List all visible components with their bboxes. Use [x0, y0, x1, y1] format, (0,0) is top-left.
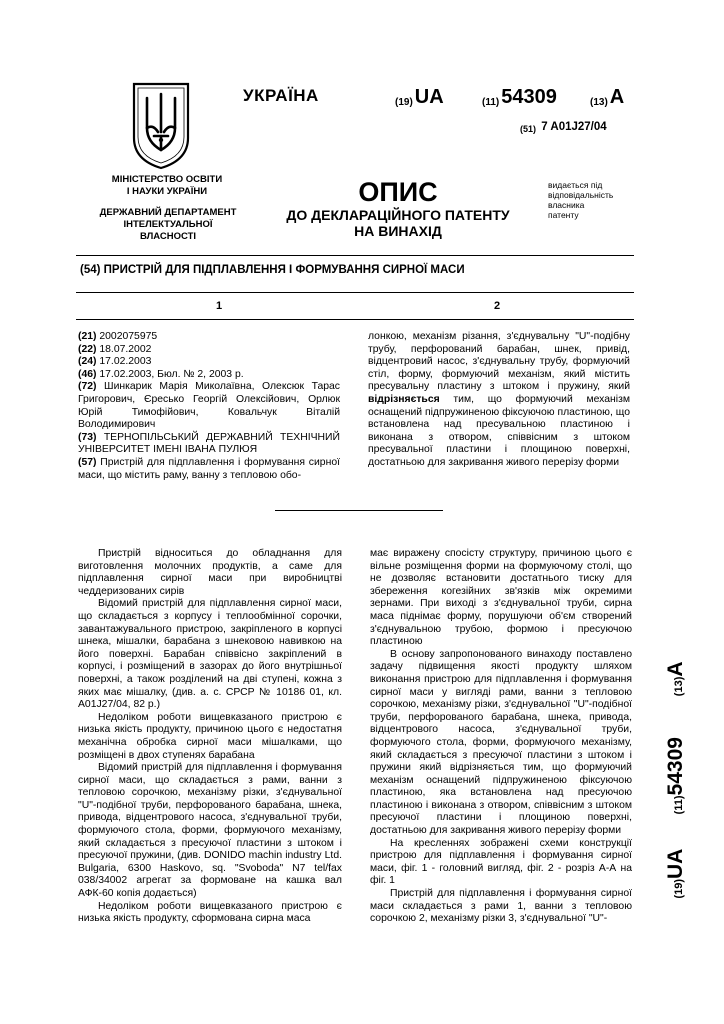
- biblio-row: (24) 17.02.2003: [78, 356, 152, 368]
- paragraph: Пристрій відноситься до обладнання для виготовлення молочних продуктів, а саме для підплавлення сирної маси при виробництві чеддеризованих сирів: [78, 548, 342, 597]
- bibliographic-data: [78, 331, 340, 482]
- divider-under-column-numbers: [76, 319, 634, 320]
- invention-title: (54) ПРИСТРІЙ ДЛЯ ПІДПЛАВЛЕННЯ І ФОРМУВАННЯ СИРНОЇ МАСИ: [80, 264, 465, 276]
- paragraph: На кресленнях зображені схеми конструкції пристрою для підплавлення і формування сирної маси, фіг. 1 - головний вигляд, фіг. 2 - розріз А-А на фіг. 1: [370, 837, 632, 887]
- claim-continuation: лонкою, механізм різання, з'єднувальну "U"-подібну трубу, перфорований барабан, шнек, привід, відцентровий насос, з'єднувальну трубу, формуючий стіл, форму, формуючий механізм, який містить пресувальну пластину з штоком і пружину, який відрізняється тим, що формуючий механізм оснащений підпружиненою фіксуючою пластиною, що встановлена над пресувальною пластиною і виконана з отвором, співвісним з штоком пресувальної пластини і площиною поверхні, достатньою для закривання живого перерізу форми: [368, 331, 630, 468]
- divider-top: [76, 255, 634, 256]
- column-number-2: 2: [494, 300, 501, 312]
- document-title: ОПИС ДО ДЕКЛАРАЦІЙНОГО ПАТЕНТУ НА ВИНАХІД: [286, 177, 510, 239]
- department-name: ДЕРЖАВНИЙ ДЕПАРТАМЕНТ ІНТЕЛЕКТУАЛЬНОЇ ВЛАСНОСТІ: [99, 207, 237, 242]
- paragraph: Відомий пристрій для підплавлення і формування сирної маси, що складається з рами, ванни з тепловою сорочкою, механізму різки, з'єднувальної "U"-подібної труби, перфорованого барабана, шнека, привода, відцентрового насоса, з'єднувальної труби, формуючого стола, форми, формуючого механізму, який складається з пресуючої пластини з штоком і пресуючої пружини, (див. DONIDO machin industry Ltd. Bulgaria, 6300 Haskovo, sq. "Svoboda" N7 tel/fax 038/34002 агрегат за формоване на кашка вал АФК-60 копія додається): [78, 762, 342, 900]
- vertical-patent-number: (19)UA (11)54309 (13)A: [664, 661, 687, 899]
- ministry-name: МІНІСТЕРСТВО ОСВІТИ І НАУКИ УКРАЇНИ: [111, 174, 223, 197]
- biblio-row: (46) 17.02.2003, Бюл. № 2, 2003 р.: [78, 368, 244, 380]
- patent-number: (11) 54309: [482, 86, 557, 108]
- paragraph: Недоліком роботи вищевказаного пристрою є низька якість продукту, причиною цього є недостатня механічна обробка сирної маси мішалками, що розміщені в двох ступенях барабана: [78, 711, 342, 761]
- country-code: (19) UA: [395, 86, 444, 108]
- paragraph: Пристрій для підплавлення і формування сирної маси складається з рами 1, ванни з тепловою сорочкою 2, механізму різки 3, з'єднувальної "U"-: [370, 888, 632, 925]
- description-column-right: [370, 548, 632, 926]
- claim-emphasis: відрізняється: [368, 393, 440, 405]
- coat-of-arms-icon: [130, 80, 192, 170]
- issuance-note: видається під відповідальність власника патенту: [548, 180, 614, 220]
- biblio-owner: (73) ТЕРНОПІЛЬСЬКИЙ ДЕРЖАВНИЙ ТЕХНІЧНИЙ УНІВЕРСИТЕТ ІМЕНІ ІВАНА ПУЛЮЯ: [78, 431, 340, 456]
- paragraph: має виражену спосісту структуру, причиною цього є вільне розміщення форми на формуючому столі, що не дозволяє встановити достатнього тиску для збереження когезійних зв'язків між окремими зернами. При виході з з'єднувальної труби, сирна маса піднімає форму, порушуючи об'єм створений з'єднувальною трубою, формою і пресуючою пластиною: [370, 548, 632, 648]
- paragraph: Відомий пристрій для підплавлення сирної маси, що складається з корпусу і теплообмінної сорочки, завантажувального пристрою, закріпленого в корпусі шнека, мішалки, барабана з шнековою навивкою на його поверхні. Барабан співвісно закріплений в корпусі, і розміщений в зазорах до його внутрішньої поверхні, а також розділений на дві ступені, кожна з яких має мішалку, (див. а. с. СРСР № 10186 01, кл. А01J27/04, 82 р.): [78, 598, 342, 711]
- column-number-1: 1: [216, 300, 223, 312]
- section-separator: [275, 510, 443, 511]
- document-kind-code: (13) A: [590, 86, 625, 108]
- biblio-row: (21) 2002075975: [78, 331, 158, 342]
- description-column-left: [78, 548, 342, 926]
- ipc-classification: (51) 7 A01J27/04: [520, 121, 607, 134]
- divider-under-title: [76, 292, 634, 293]
- paragraph: Недоліком роботи вищевказаного пристрою є низька якість продукту, сформована сирна маса: [78, 900, 342, 925]
- biblio-row: (22) 18.07.2002: [78, 343, 152, 355]
- biblio-inventors: (72) Шинкарик Марія Миколаївна, Олексюк Тарас Григорович, Єресько Георгій Олексійович, Орлюк Юрій Тимофійович, Ковальчук Віталій Володимирович: [78, 381, 340, 431]
- paragraph: В основу запропонованого винаходу поставлено задачу підвищення якості продукту шляхом виконання пристрою для підплавлення і формування сирної маси у вигляді рами, ванни з тепловою сорочкою, механізму різки, з'єднувальної "U"-подібної труби, перфорованого барабана, шнека, привода, відцентрового насоса, з'єднувальної труби, формуючого стола, форми, формуючого механізму, який складається з пресуючої пластини з штоком і пружини який відрізняється тим, що формуючий механізм оснащений підпружиненою фіксуючою пластиною, яка встановлена над пресуючою пластиною і виконана з отвором, співвісним з штоком пресуючої пластини і площиною поверхні, достатньою для закривання живого перерізу форми: [370, 648, 632, 837]
- biblio-claim-start: (57) Пристрій для підплавлення і формування сирної маси, що містить раму, ванну з тепловою обо-: [78, 456, 340, 481]
- country-name: УКРАЇНА: [243, 86, 319, 105]
